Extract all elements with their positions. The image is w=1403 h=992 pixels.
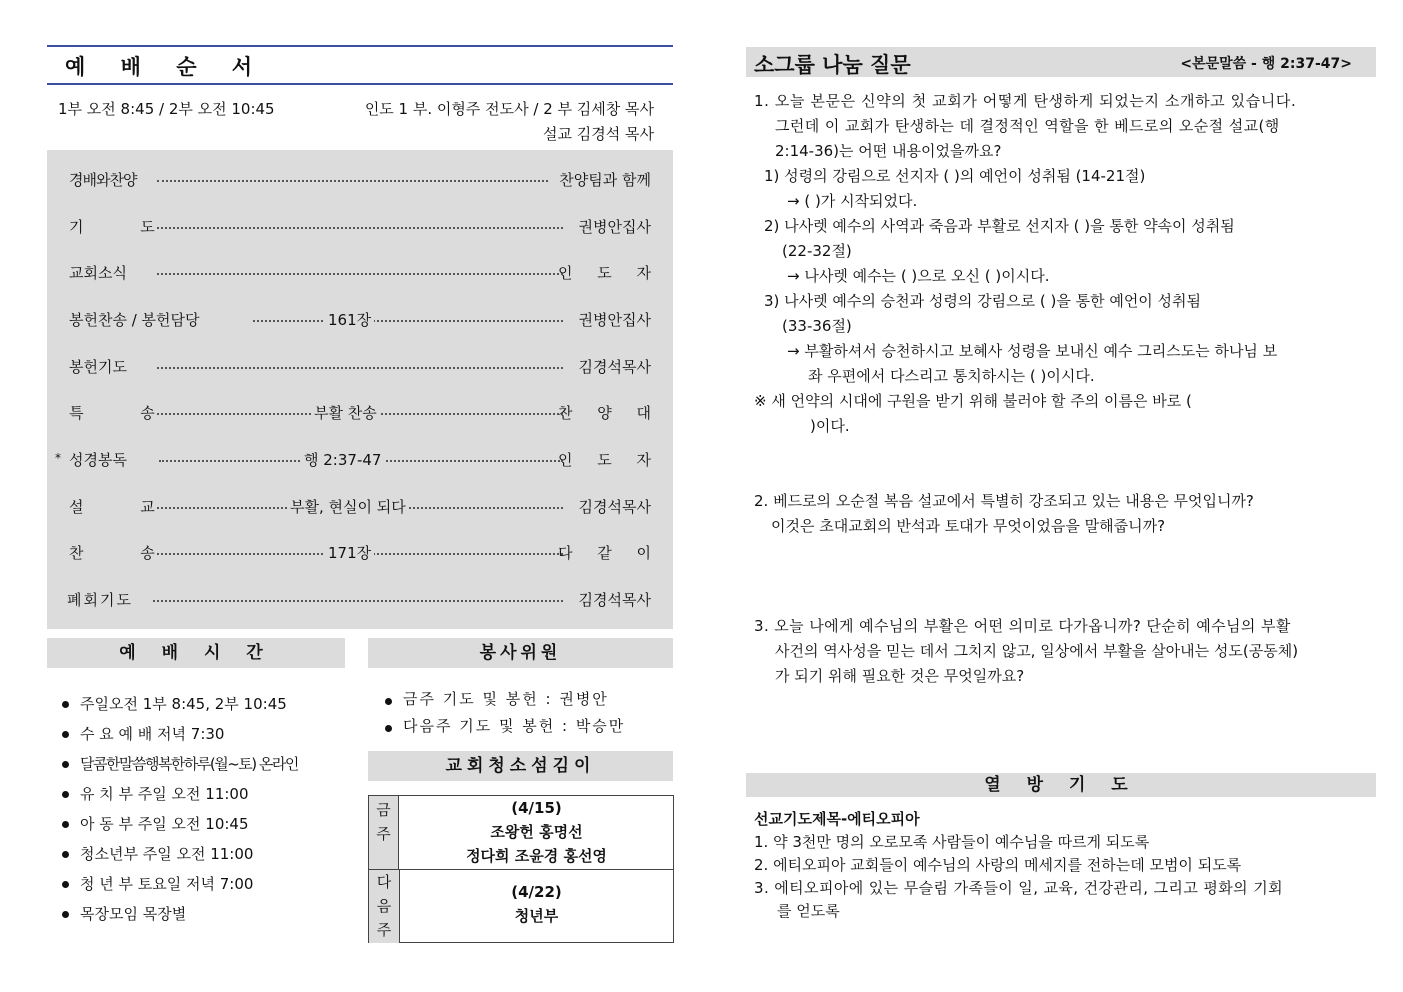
- question-2-cont: 이것은 초대교회의 반석과 토대가 무엇이었음을 말해줍니까?: [771, 517, 1166, 535]
- order-label: 성경봉독: [69, 451, 127, 469]
- order-value: 인 도 자: [557, 264, 661, 282]
- sub-point: (33-36절): [782, 317, 852, 335]
- date: (4/15): [511, 799, 562, 817]
- order-row: [47, 402, 673, 426]
- leader-dots: [153, 600, 563, 602]
- question-3: 3. 오늘 나에게 예수님의 부활은 어떤 의미로 다가옵니까? 단순히 예수님의 부활: [754, 617, 1291, 635]
- question-3-cont: 사건의 역사성을 믿는 데서 그치지 않고, 일상에서 부활을 살아내는 성도(공동체): [775, 642, 1299, 660]
- list-item: 목장모임 목장별: [60, 899, 298, 929]
- prayer-item: 2. 에티오피아 교회들이 예수님의 사랑의 메세지를 전하는데 모범이 되도록: [754, 856, 1242, 874]
- order-value: 인 도 자: [557, 451, 661, 469]
- sub-point: 3) 나사렛 예수의 승천과 성령의 강림으로 ( )을 통한 예언이 성취됨: [764, 292, 1202, 310]
- order-label: 특 송: [69, 404, 181, 422]
- order-detail: 171장: [325, 542, 374, 563]
- label-char: 금: [376, 801, 391, 819]
- prayer-item-cont: 를 얻도록: [777, 902, 840, 920]
- prayer-item: 3. 에티오피아에 있는 무슬림 가족들이 일, 교육, 건강관리, 그리고 평화의 기회: [754, 879, 1283, 897]
- order-label: 경배와찬양: [69, 171, 137, 189]
- order-value: 김경석목사: [578, 591, 651, 609]
- prayer-item: 1. 약 3천만 명의 오로모족 사람들이 예수님을 따르게 되도록: [754, 833, 1150, 851]
- order-value: 찬 양 대: [557, 404, 661, 422]
- order-detail: 161장: [325, 309, 374, 330]
- order-detail: 행 2:37-47: [301, 449, 384, 470]
- names: 청년부: [514, 907, 559, 925]
- order-label: 폐회기도: [67, 591, 133, 609]
- order-label: 설 교: [69, 498, 181, 516]
- order-detail: 부활 찬송: [311, 402, 380, 423]
- list-item: 아 동 부 주일 오전 10:45: [60, 809, 298, 839]
- order-value: 김경석목사: [578, 358, 651, 376]
- order-row: [47, 589, 673, 613]
- order-row: [47, 449, 673, 473]
- small-group-title: 소그룹 나눔 질문: [754, 53, 911, 77]
- label-char: 다: [376, 873, 392, 891]
- worship-times-list: [60, 689, 298, 929]
- cleaning-table: [368, 795, 674, 943]
- list-item: 금주 기도 및 봉헌 : 권병안: [383, 686, 625, 713]
- small-group-header: [746, 47, 1376, 77]
- worship-times-header: 예 배 시 간: [47, 638, 345, 668]
- order-label: 봉헌찬송 / 봉헌담당: [69, 311, 200, 329]
- service-leaders: 인도 1 부. 이형주 전도사 / 2 부 김세창 목사: [364, 100, 654, 118]
- question-1: 1. 오늘 본문은 신약의 첫 교회가 어떻게 탄생하게 되었는지 소개하고 있습니다.: [754, 92, 1297, 110]
- list-item: 청소년부 주일 오전 11:00: [60, 839, 298, 869]
- sub-point: → 나사렛 예수는 ( )으로 오신 ( )이시다.: [787, 267, 1050, 285]
- service-times: 1부 오전 8:45 / 2부 오전 10:45: [58, 100, 275, 118]
- order-row: [47, 356, 673, 380]
- order-value: 권병안집사: [578, 311, 651, 329]
- order-value: 김경석목사: [578, 498, 651, 516]
- service-preacher: 설교 김경석 목사: [543, 125, 654, 143]
- list-item: 달콤한말씀행복한하루(월~토) 온라인: [60, 749, 298, 779]
- names: 조왕헌 홍명선: [490, 823, 583, 841]
- order-value: 찬양팀과 함께: [559, 171, 651, 189]
- next-week-cleaning: [400, 880, 673, 928]
- list-item: 유 치 부 주일 오전 11:00: [60, 779, 298, 809]
- label-char: 주: [376, 921, 392, 939]
- order-label: 봉헌기도: [69, 358, 127, 376]
- order-row: [47, 542, 673, 566]
- leader-dots: [157, 367, 563, 369]
- leader-dots: [253, 320, 563, 322]
- leader-dots: [157, 180, 548, 182]
- label-char: 주: [376, 825, 391, 843]
- question-2: 2. 베드로의 오순절 복음 설교에서 특별히 강조되고 있는 내용은 무엇입니까?: [754, 492, 1254, 510]
- worship-order-list: [47, 150, 673, 629]
- list-item: 수 요 예 배 저녁 7:30: [60, 719, 298, 749]
- note: )이다.: [810, 417, 850, 435]
- leader-dots: [157, 227, 563, 229]
- order-row: [47, 169, 673, 193]
- prayer-subtitle: 선교기도제목-에티오피아: [754, 810, 920, 828]
- order-label: 기 도: [69, 218, 181, 236]
- this-week-label: [369, 796, 399, 869]
- order-row: [47, 262, 673, 286]
- order-label: 교회소식: [69, 264, 127, 282]
- question-3-cont: 가 되기 위해 필요한 것은 무엇일까요?: [775, 667, 1025, 685]
- sub-point: 2) 나사렛 예수의 사역과 죽음과 부활로 선지자 ( )을 통한 약속이 성취됨: [764, 217, 1235, 235]
- volunteers-list: [383, 686, 625, 740]
- sub-point: → ( )가 시작되었다.: [787, 192, 918, 210]
- sub-point: (22-32절): [782, 242, 852, 260]
- worship-order-title: 예 배 순 서: [65, 55, 267, 79]
- names: 정다희 조윤경 홍선영: [466, 847, 607, 865]
- sub-point: 좌 우편에서 다스리고 통치하시는 ( )이시다.: [808, 367, 1095, 385]
- leader-dots: [157, 273, 563, 275]
- nations-prayer-header: 열 방 기 도: [746, 773, 1376, 797]
- order-value: 권병안집사: [578, 218, 651, 236]
- order-label: 찬 송: [69, 544, 181, 562]
- order-row: [47, 496, 673, 520]
- list-item: 다음주 기도 및 봉헌 : 박승만: [383, 713, 625, 740]
- label-char: 음: [376, 897, 392, 915]
- next-week-label: [369, 869, 400, 943]
- order-detail: 부활, 현실이 되다: [287, 496, 409, 517]
- cleaning-header: 교회청소섬김이: [368, 751, 673, 781]
- volunteers-header: 봉사위원: [368, 638, 673, 668]
- worship-order-header: [47, 45, 673, 85]
- list-item: 청 년 부 토요일 저녁 7:00: [60, 869, 298, 899]
- order-row: [47, 309, 673, 333]
- sub-point: 1) 성령의 강림으로 선지자 ( )의 예언이 성취됨 (14-21절): [764, 167, 1146, 185]
- standing-mark: *: [55, 451, 61, 465]
- order-value: 다 같 이: [557, 544, 661, 562]
- date: (4/22): [511, 883, 562, 901]
- this-week-cleaning: [400, 796, 673, 868]
- question-1-cont: 그런데 이 교회가 탄생하는 데 결정적인 역할을 한 베드로의 오순절 설교(행: [775, 117, 1280, 135]
- note: ※ 새 언약의 시대에 구원을 받기 위해 불러야 할 주의 이름은 바로 (: [754, 392, 1192, 410]
- scripture-reference: <본문말씀 - 행 2:37-47>: [1180, 56, 1352, 72]
- list-item: 주일오전 1부 8:45, 2부 10:45: [60, 689, 298, 719]
- divider: [400, 869, 673, 870]
- sub-point: → 부활하셔서 승천하시고 보혜사 성령을 보내신 예수 그리스도는 하나님 보: [787, 342, 1278, 360]
- question-1-cont: 2:14-36)는 어떤 내용이었을까요?: [775, 142, 1002, 160]
- order-row: [47, 216, 673, 240]
